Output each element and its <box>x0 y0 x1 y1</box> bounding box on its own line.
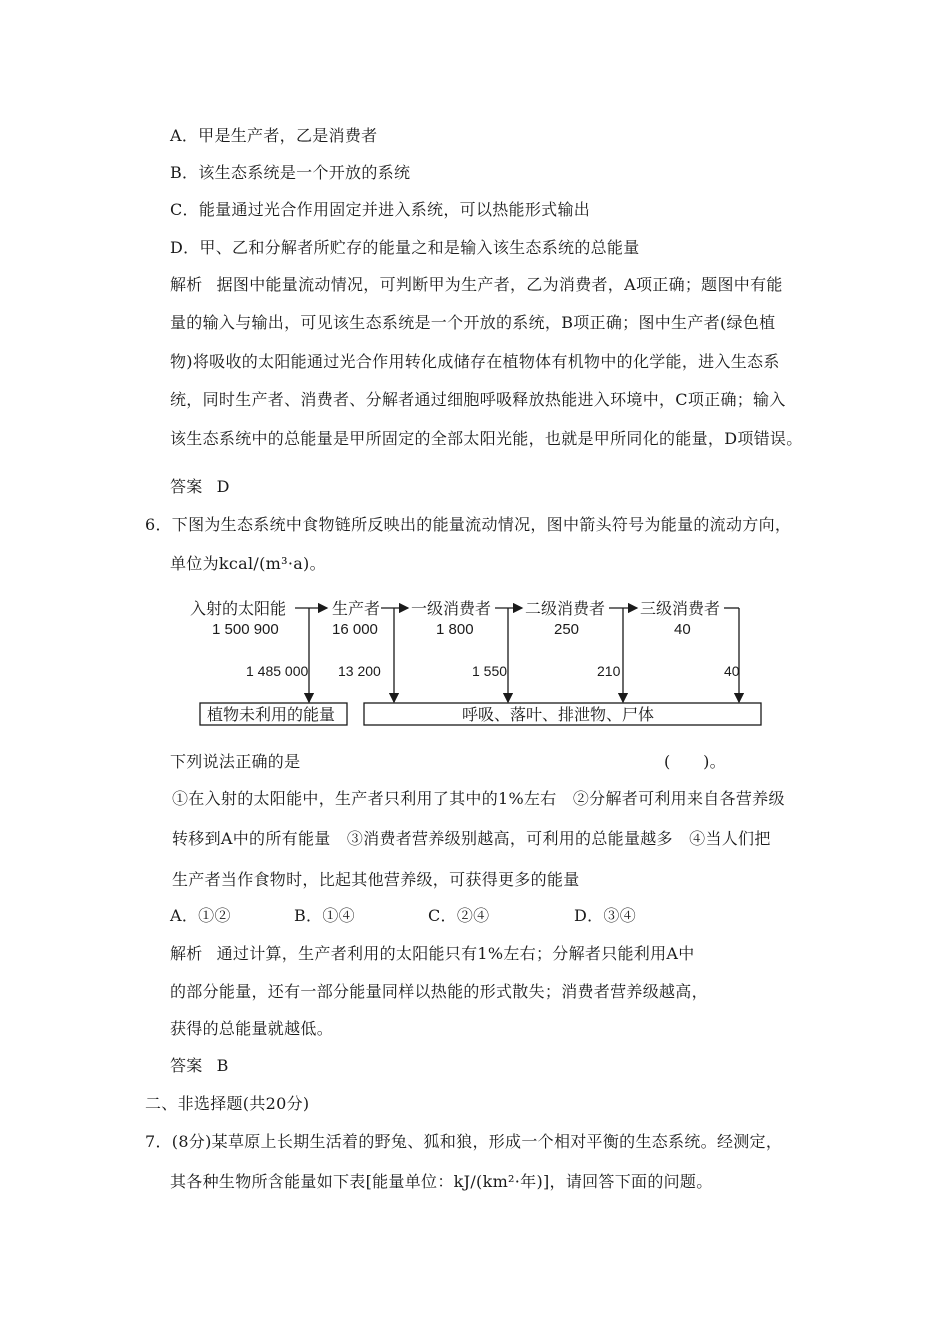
q6-answer-value: B <box>216 1056 229 1075</box>
down-value-secondary: 210 <box>597 663 621 679</box>
q6-statement-line-1: ①在入射的太阳能中，生产者只利用了其中的1%左右 ②分解者可利用来自各营养级 <box>172 789 785 808</box>
q6-analysis-text: 通过计算，生产者利用的太阳能只有1%左右；分解者只能利用A中 <box>216 944 695 963</box>
q6-option-c: C．②④ <box>428 906 490 925</box>
node-tertiary-consumer-label: 三级消费者 <box>640 601 721 618</box>
box-losses-label: 呼吸、落叶、排泄物、尸体 <box>462 707 655 724</box>
energy-flow-diagram <box>190 594 765 728</box>
q6-answer <box>170 1056 229 1076</box>
q5-answer-value: D <box>216 477 230 496</box>
box-unused-energy-label: 植物未利用的能量 <box>207 707 336 724</box>
q5-analysis-label: 解析 <box>170 275 203 294</box>
node-solar-energy-label: 入射的太阳能 <box>190 601 287 618</box>
q5-answer <box>170 477 230 497</box>
down-value-primary: 1 550 <box>472 663 508 679</box>
node-producer-value: 16 000 <box>332 621 378 638</box>
down-value-unused: 1 485 000 <box>246 663 309 679</box>
node-primary-consumer-value: 1 800 <box>436 621 474 638</box>
node-producer-label: 生产者 <box>332 601 381 618</box>
q5-analysis-line-5: 该生态系统中的总能量是甲所固定的全部太阳光能，也就是甲所同化的能量，D项错误。 <box>170 429 803 448</box>
down-value-tertiary: 40 <box>724 663 740 679</box>
q5-option-c: C．能量通过光合作用固定并进入系统，可以热能形式输出 <box>170 200 591 219</box>
q5-analysis-line-2: 量的输入与输出，可见该生态系统是一个开放的系统，B项正确；图中生产者(绿色植 <box>170 313 776 332</box>
section-heading: 二、非选择题(共20分) <box>145 1094 310 1113</box>
q5-option-a: A．甲是生产者，乙是消费者 <box>170 126 378 145</box>
node-secondary-consumer-label: 二级消费者 <box>525 601 606 618</box>
q6-prompt: 下列说法正确的是 <box>170 752 301 771</box>
q5-analysis-line-1 <box>170 275 783 295</box>
q6-option-b: B．①④ <box>294 906 355 925</box>
q6-analysis-label: 解析 <box>170 944 203 963</box>
q6-analysis-line-2: 的部分能量，还有一部分能量同样以热能的形式散失；消费者营养级越高， <box>170 982 708 1001</box>
node-tertiary-consumer-value: 40 <box>674 621 691 638</box>
down-value-producer: 13 200 <box>338 663 381 679</box>
q7-line-2: 其各种生物所含能量如下表[能量单位：kJ/(km²·年)]，请回答下面的问题。 <box>170 1172 713 1191</box>
node-primary-consumer-label: 一级消费者 <box>411 601 492 618</box>
q5-option-b: B．该生态系统是一个开放的系统 <box>170 163 411 182</box>
q5-analysis-line-4: 统，同时生产者、消费者、分解者通过细胞呼吸释放热能进入环境中，C项正确；输入 <box>170 390 786 409</box>
q6-answer-paren: ( )。 <box>664 752 726 771</box>
q5-analysis-text: 据图中能量流动情况，可判断甲为生产者，乙为消费者，A项正确；题图中有能 <box>216 275 783 294</box>
q6-answer-label: 答案 <box>170 1056 203 1075</box>
q5-analysis-line-3: 物)将吸收的太阳能通过光合作用转化成储存在植物体有机物中的化学能，进入生态系 <box>170 352 780 371</box>
node-secondary-consumer-value: 250 <box>554 621 580 638</box>
q7-line-1: 7．(8分)某草原上长期生活着的野兔、狐和狼，形成一个相对平衡的生态系统。经测定， <box>145 1132 783 1151</box>
q6-statement-line-3: 生产者当作食物时，比起其他营养级，可获得更多的能量 <box>172 870 580 889</box>
q6-option-d: D．③④ <box>574 906 637 925</box>
q6-analysis-line-1 <box>170 944 695 964</box>
q6-stem-line-2: 单位为kcal/(m³·a)。 <box>170 554 326 573</box>
node-solar-energy-value: 1 500 900 <box>212 621 279 638</box>
q6-option-a: A．①② <box>170 906 231 925</box>
q5-option-d: D．甲、乙和分解者所贮存的能量之和是输入该生态系统的总能量 <box>170 238 640 257</box>
q6-stem-line-1: 6．下图为生态系统中食物链所反映出的能量流动情况，图中箭头符号为能量的流动方向， <box>145 515 792 534</box>
q6-statement-line-2: 转移到A中的所有能量 ③消费者营养级别越高，可利用的总能量越多 ④当人们把 <box>172 829 771 848</box>
q5-answer-label: 答案 <box>170 477 203 496</box>
q6-analysis-line-3: 获得的总能量就越低。 <box>170 1019 334 1038</box>
